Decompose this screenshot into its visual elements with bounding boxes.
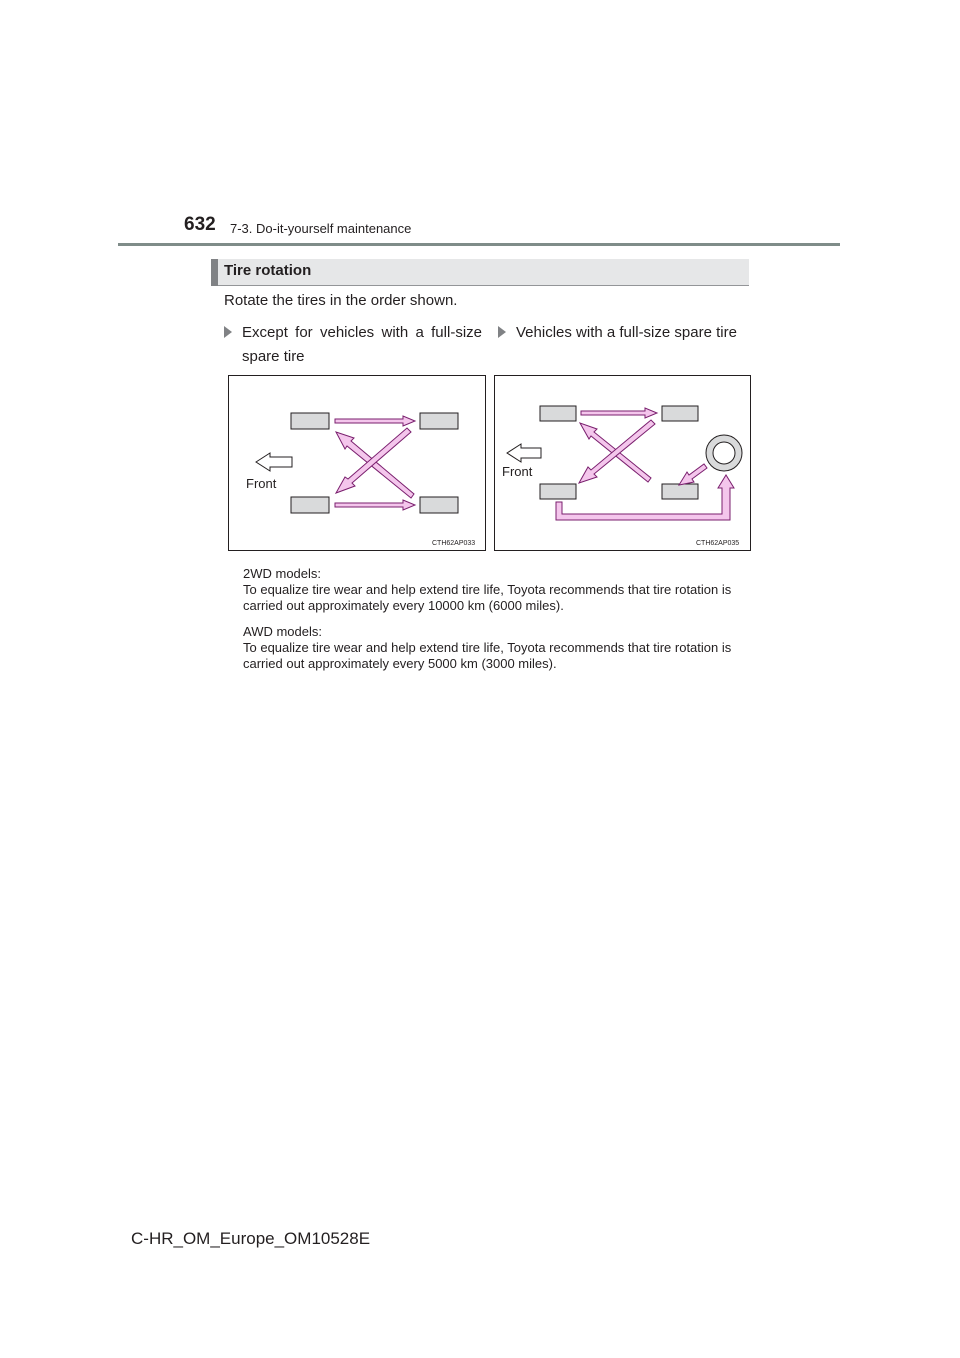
rotation-diagram-left (229, 376, 485, 550)
tire-front-right (291, 497, 329, 513)
figure-code: CTH62AP035 (696, 540, 740, 547)
intro-text: Rotate the tires in the order shown. (224, 292, 458, 309)
tire-rear-left (662, 406, 698, 421)
tire-front-right (540, 484, 576, 499)
bullet-triangle-icon (224, 326, 232, 338)
footer-document-id: C-HR_OM_Europe_OM10528E (131, 1229, 371, 1248)
tire-rear-left (420, 413, 458, 429)
note-body: To equalize tire wear and help extend tire life, Toyota recommends that tire rotation is carried out approximately every 10000 km (6000 miles). (243, 582, 732, 613)
figure-rotation-full-spare (494, 375, 751, 551)
rotation-arrow-bottom (335, 500, 415, 510)
rotation-arrow-top (581, 408, 657, 418)
bullet-label: Vehicles with a full-size spare tire (516, 324, 737, 341)
bullet-triangle-icon (498, 326, 506, 338)
front-direction-icon (256, 453, 292, 471)
note-body: To equalize tire wear and help extend tire life, Toyota recommends that tire rotation is carried out approximately every 5000 km (3000 miles). (243, 640, 732, 671)
note-awd (243, 624, 753, 672)
header-rule (118, 243, 840, 246)
rotation-diagram-right (495, 376, 750, 550)
front-label: Front (502, 464, 533, 479)
note-2wd (243, 566, 753, 614)
section-title: 7-3. Do-it-yourself maintenance (230, 221, 412, 236)
note-title: 2WD models: (243, 566, 322, 581)
heading-accent (211, 259, 218, 286)
front-direction-icon (507, 444, 541, 462)
bullet-no-spare (224, 321, 482, 369)
rotation-arrow-top (335, 416, 415, 426)
page-number: 632 (184, 214, 216, 235)
figure-rotation-no-spare (228, 375, 486, 551)
spare-tire-hub (713, 442, 735, 464)
bullet-label: Except for vehicles with a full-size spare tire (242, 324, 482, 365)
tire-rear-right (420, 497, 458, 513)
bullet-full-spare (498, 321, 746, 345)
heading-title: Tire rotation (224, 262, 312, 279)
figure-code: CTH62AP033 (432, 540, 476, 547)
rotation-arrow-spare (679, 464, 707, 485)
tire-front-left (291, 413, 329, 429)
tire-front-left (540, 406, 576, 421)
tire-rear-right (662, 484, 698, 499)
note-title: AWD models: (243, 624, 322, 639)
front-label: Front (246, 476, 277, 491)
